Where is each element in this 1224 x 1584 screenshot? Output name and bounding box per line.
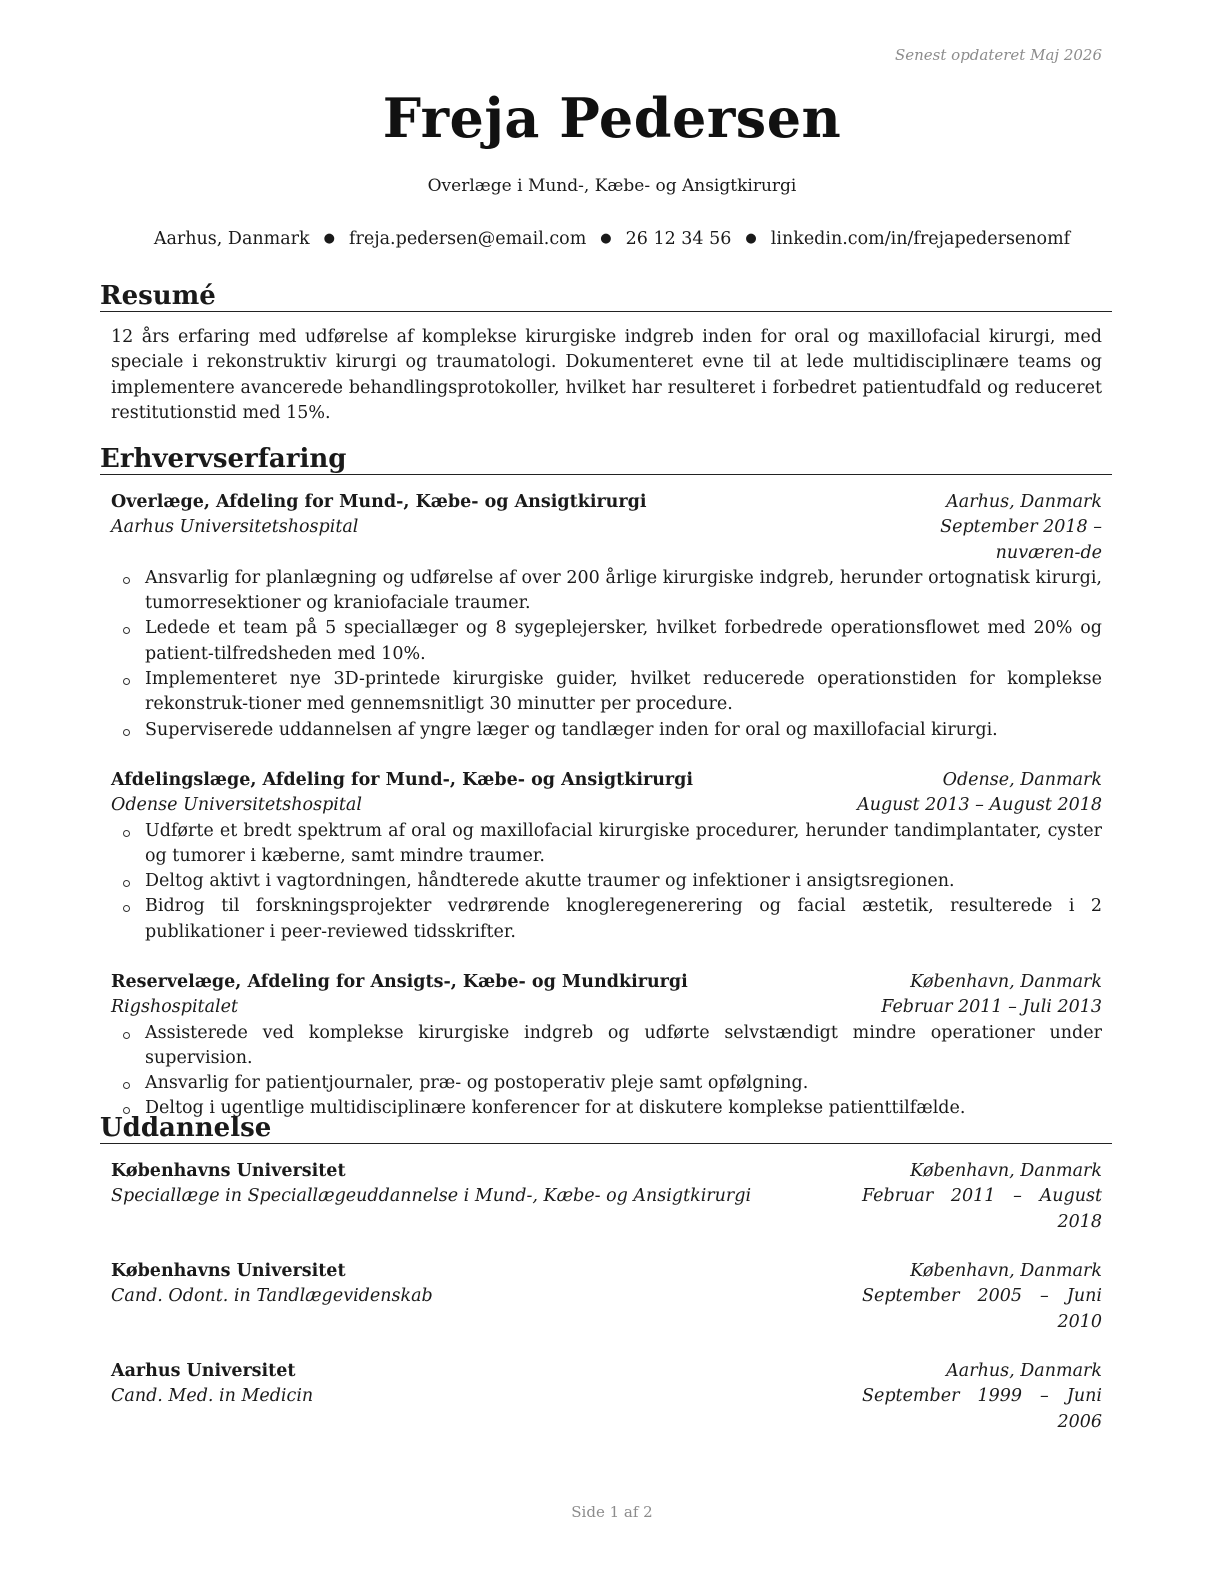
list-item: Ansvarlig for planlægning og udførelse af over 200 årlige kirurgiske indgreb, herunder ortognatisk kirurgi, tumorresektioner og kraniofaciale traumer. xyxy=(111,566,1102,617)
last-updated: Senest opdateret Maj 2026 xyxy=(894,46,1102,64)
job-dates: September 2018 – nuværen-de xyxy=(940,517,1102,563)
job-employer: Aarhus Universitetshospital xyxy=(111,517,359,538)
degree: Cand. Med. in Medicin xyxy=(111,1386,314,1407)
school-name: Københavns Universitet xyxy=(111,1161,346,1181)
list-item: Udførte et bredt spektrum af oral og maxillofacial kirurgiske procedurer, herunder tandimplantater, cyster og tumorer i kæberne, samt mindre traumer. xyxy=(111,819,1102,870)
job-role: Reservelæge, Afdeling for Ansigts-, Kæbe- og Mundkirurgi xyxy=(111,972,688,992)
bullet-separator: ● xyxy=(323,231,335,246)
candidate-name: Freja Pedersen xyxy=(382,86,842,150)
job-role: Afdelingslæge, Afdeling for Mund-, Kæbe- og Ansigtkirurgi xyxy=(111,770,694,790)
job-entry xyxy=(111,768,1102,945)
list-item: Deltog i ugentlige multidisciplinære konferencer for at diskutere komplekse patienttilfælde. xyxy=(111,1096,1102,1121)
section-heading-experience: Erhvervserfaring xyxy=(100,444,1112,475)
school-name: Københavns Universitet xyxy=(111,1261,346,1281)
education-entry xyxy=(111,1359,1102,1435)
summary-text: 12 års erfaring med udførelse af komplekse kirurgiske indgreb inden for oral og maxillofacial kirurgi, med speciale i rekonstruktiv kirurgi og traumatologi. Dokumenteret evne til at lede multidisciplinære teams og implementere avancerede behandlingsprotokoller, hvilket har resulteret i forbedret patientudfald og reduceret restitutionstid med 15%. xyxy=(111,327,1102,423)
job-location: Aarhus, Danmark xyxy=(946,492,1102,512)
job-dates: Februar 2011 – Juli 2013 xyxy=(881,997,1102,1018)
section-heading-education: Uddannelse xyxy=(100,1113,1112,1144)
list-item: Assisterede ved komplekse kirurgiske indgreb og udførte selvstændigt mindre operationer under supervision. xyxy=(111,1021,1102,1072)
education-entry xyxy=(111,1159,1102,1235)
list-item: Implementeret nye 3D-printede kirurgiske guider, hvilket reducerede operationstiden for komplekse rekonstruk-tioner med gennemsnitligt 30 minutter per procedure. xyxy=(111,667,1102,718)
contact-phone[interactable]: 26 12 34 56 xyxy=(625,229,732,249)
degree: Speciallæge in Speciallægeuddannelse i Mund-, Kæbe- og Ansigtkirurgi xyxy=(111,1186,752,1207)
school-name: Aarhus Universitet xyxy=(111,1361,296,1381)
job-bullets xyxy=(111,1021,1102,1122)
bullet-separator: ● xyxy=(745,231,757,246)
job-entry xyxy=(111,490,1102,743)
contact-linkedin[interactable]: linkedin.com/in/frejapedersenomf xyxy=(770,229,1071,249)
education-dates: Februar 2011 – August 2018 xyxy=(862,1186,1102,1232)
education-dates: September 1999 – Juni 2006 xyxy=(862,1386,1102,1432)
job-role: Overlæge, Afdeling for Mund-, Kæbe- og Ansigtkirurgi xyxy=(111,492,647,512)
candidate-title: Overlæge i Mund-, Kæbe- og Ansigtkirurgi xyxy=(427,176,797,196)
job-bullets xyxy=(111,819,1102,945)
list-item: Bidrog til forskningsprojekter vedrørende knogleregenerering og facial æstetik, resulterede i 2 publikationer i peer-reviewed tidsskrifter. xyxy=(111,894,1102,945)
list-item: Superviserede uddannelsen af yngre læger og tandlæger inden for oral og maxillofacial kirurgi. xyxy=(111,718,1102,743)
job-dates: August 2013 – August 2018 xyxy=(857,795,1102,816)
education-entry xyxy=(111,1259,1102,1335)
school-location: Aarhus, Danmark xyxy=(946,1361,1102,1381)
job-employer: Odense Universitetshospital xyxy=(111,795,362,816)
job-bullets xyxy=(111,566,1102,743)
section-heading-summary: Resumé xyxy=(100,281,1112,312)
job-location: København, Danmark xyxy=(910,972,1102,992)
education-dates: September 2005 – Juni 2010 xyxy=(862,1286,1102,1332)
contact-location: Aarhus, Danmark xyxy=(153,229,310,249)
bullet-separator: ● xyxy=(600,231,612,246)
contact-email[interactable]: freja.pedersen@email.com xyxy=(349,229,587,249)
degree: Cand. Odont. in Tandlægevidenskab xyxy=(111,1286,433,1307)
contact-line xyxy=(0,229,1224,249)
list-item: Deltog aktivt i vagtordningen, håndterede akutte traumer og infektioner i ansigtsregionen. xyxy=(111,869,1102,894)
job-employer: Rigshospitalet xyxy=(111,997,238,1018)
list-item: Ansvarlig for patientjournaler, præ- og postoperativ pleje samt opfølgning. xyxy=(111,1071,1102,1096)
page-number: Side 1 af 2 xyxy=(571,1503,653,1521)
job-entry xyxy=(111,970,1102,1122)
list-item: Ledede et team på 5 speciallæger og 8 sygeplejersker, hvilket forbedrede operationsflowet med 20% og patient-tilfredsheden med 10%. xyxy=(111,616,1102,667)
job-location: Odense, Danmark xyxy=(942,770,1102,790)
school-location: København, Danmark xyxy=(910,1261,1102,1281)
school-location: København, Danmark xyxy=(910,1161,1102,1181)
